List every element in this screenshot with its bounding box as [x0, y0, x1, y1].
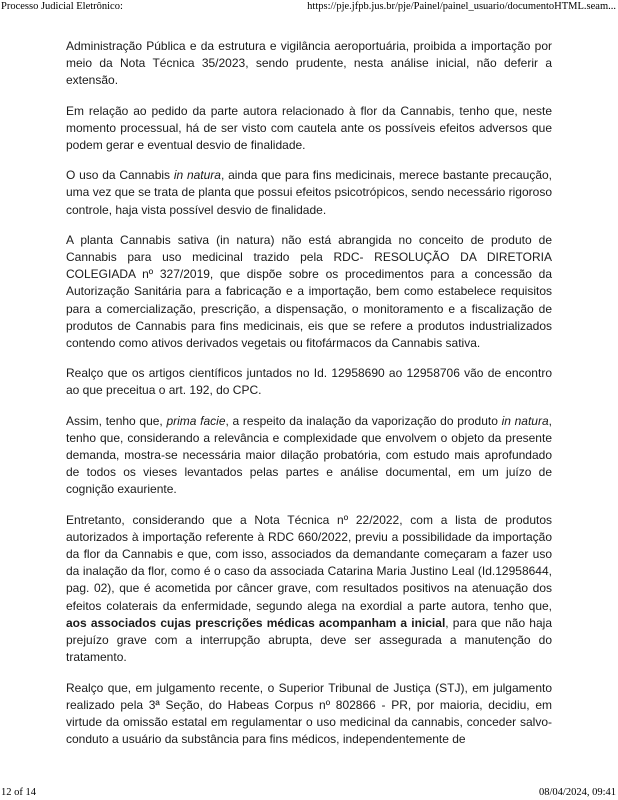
- paragraph-6-text-c: , a respeito da inalação da vaporização do produto: [225, 413, 502, 428]
- paragraph-7-text-a: Entretanto, considerando que a Nota Técnica nº 22/2022, com a lista de produtos autorizados à importação referente à RDC 660/2022, previu a possibilidade da importação da flor da Cannabis e que, com isso, associados da demandante começaram a fazer uso da inalação da flor, como é o caso da associada Catarina Maria Justino Leal (Id.12958644, pag. 02), que é acometida por câncer grave, com resultados positivos na atenuação dos efeitos colaterais da enfermidade, segundo alega na exordial a parte autora, tenho que,: [66, 512, 552, 613]
- paragraph-2: Em relação ao pedido da parte autora relacionado à flor da Cannabis, tenho que, neste momento processual, há de ser visto com cautela ante os possíveis efeitos adversos que podem gerar e eventual desvio de finalidade.: [66, 103, 552, 153]
- print-datetime: 08/04/2024, 09:41: [538, 787, 616, 798]
- paragraph-8: Realço que, em julgamento recente, o Superior Tribunal de Justiça (STJ), em julgamento realizado pela 3ª Seção, do Habeas Corpus nº 802866 - PR, por maioria, decidiu, em virtude da omissão estatal em regulamentar o uso medicinal da cannabis, conceder salvo-conduto a usuário da substância para fins médicos, independentemente de: [66, 680, 552, 747]
- paragraph-6: [66, 413, 552, 499]
- paragraph-6-text-a: Assim, tenho que,: [66, 413, 167, 428]
- paragraph-3: [66, 167, 552, 219]
- page-number: 12 of 14: [1, 787, 36, 798]
- print-footer: [0, 786, 618, 800]
- header-url: https://pje.jfpb.jus.br/pje/Painel/painel_usuario/documentoHTML.seam...: [307, 1, 616, 12]
- paragraph-3-text-a: O uso da Cannabis: [66, 168, 174, 183]
- paragraph-5: Realço que os artigos científicos juntados no Id. 12958690 ao 12958706 vão de encontro ao que preceitua o art. 192, do CPC.: [66, 366, 552, 398]
- paragraph-7-text-c: , para que não haja prejuízo grave com a interrupção abrupta, deve ser assegurada a manutenção do tratamento.: [66, 615, 552, 665]
- paragraph-6-italic-b: prima facie: [166, 413, 226, 428]
- print-header: [0, 0, 618, 14]
- header-title: Processo Judicial Eletrônico:: [1, 1, 123, 12]
- paragraph-3-italic: in natura: [173, 168, 221, 183]
- paragraph-7-bold: aos associados cujas prescrições médicas acompanham a inicial: [66, 615, 446, 630]
- paragraph-6-text-e: , tenho que, considerando a relevância e complexidade que envolvem o objeto da presente demanda, mostra-se necessária maior dilação probatória, com estudo mais aprofundado de todos os vieses levantados pelas partes e análise documental, em um juízo de cognição exauriente.: [66, 413, 552, 497]
- paragraph-1: Administração Pública e da estrutura e vigilância aeroportuária, proibida a importação por meio da Nota Técnica 35/2023, sendo prudente, nesta análise inicial, não deferir a extensão.: [66, 39, 552, 88]
- paragraph-6-italic-d: in natura: [501, 413, 549, 428]
- document-body: [66, 38, 552, 748]
- paragraph-3-text-c: , ainda que para fins medicinais, merece bastante precaução, uma vez que se trata de planta que possui efeitos psicotrópicos, sendo necessário rigoroso controle, haja vista possível desvio de finalidade.: [66, 168, 552, 217]
- paragraph-7: [66, 512, 552, 667]
- paragraph-4: A planta Cannabis sativa (in natura) não está abrangida no conceito de produto de Cannabis para uso medicinal trazido pela RDC- RESOLUÇÃO DA DIRETORIA COLEGIADA nº 327/2019, que dispõe sobre os procedimentos para a concessão da Autorização Sanitária para a fabricação e a importação, bem como estabelece requisitos para a comercialização, prescrição, a dispensação, o monitoramento e a fiscalização de produtos de Cannabis para fins medicinais, eis que se refere a produtos industrializados contendo como ativos derivados vegetais ou fitofármacos da Cannabis sativa.: [66, 232, 552, 351]
